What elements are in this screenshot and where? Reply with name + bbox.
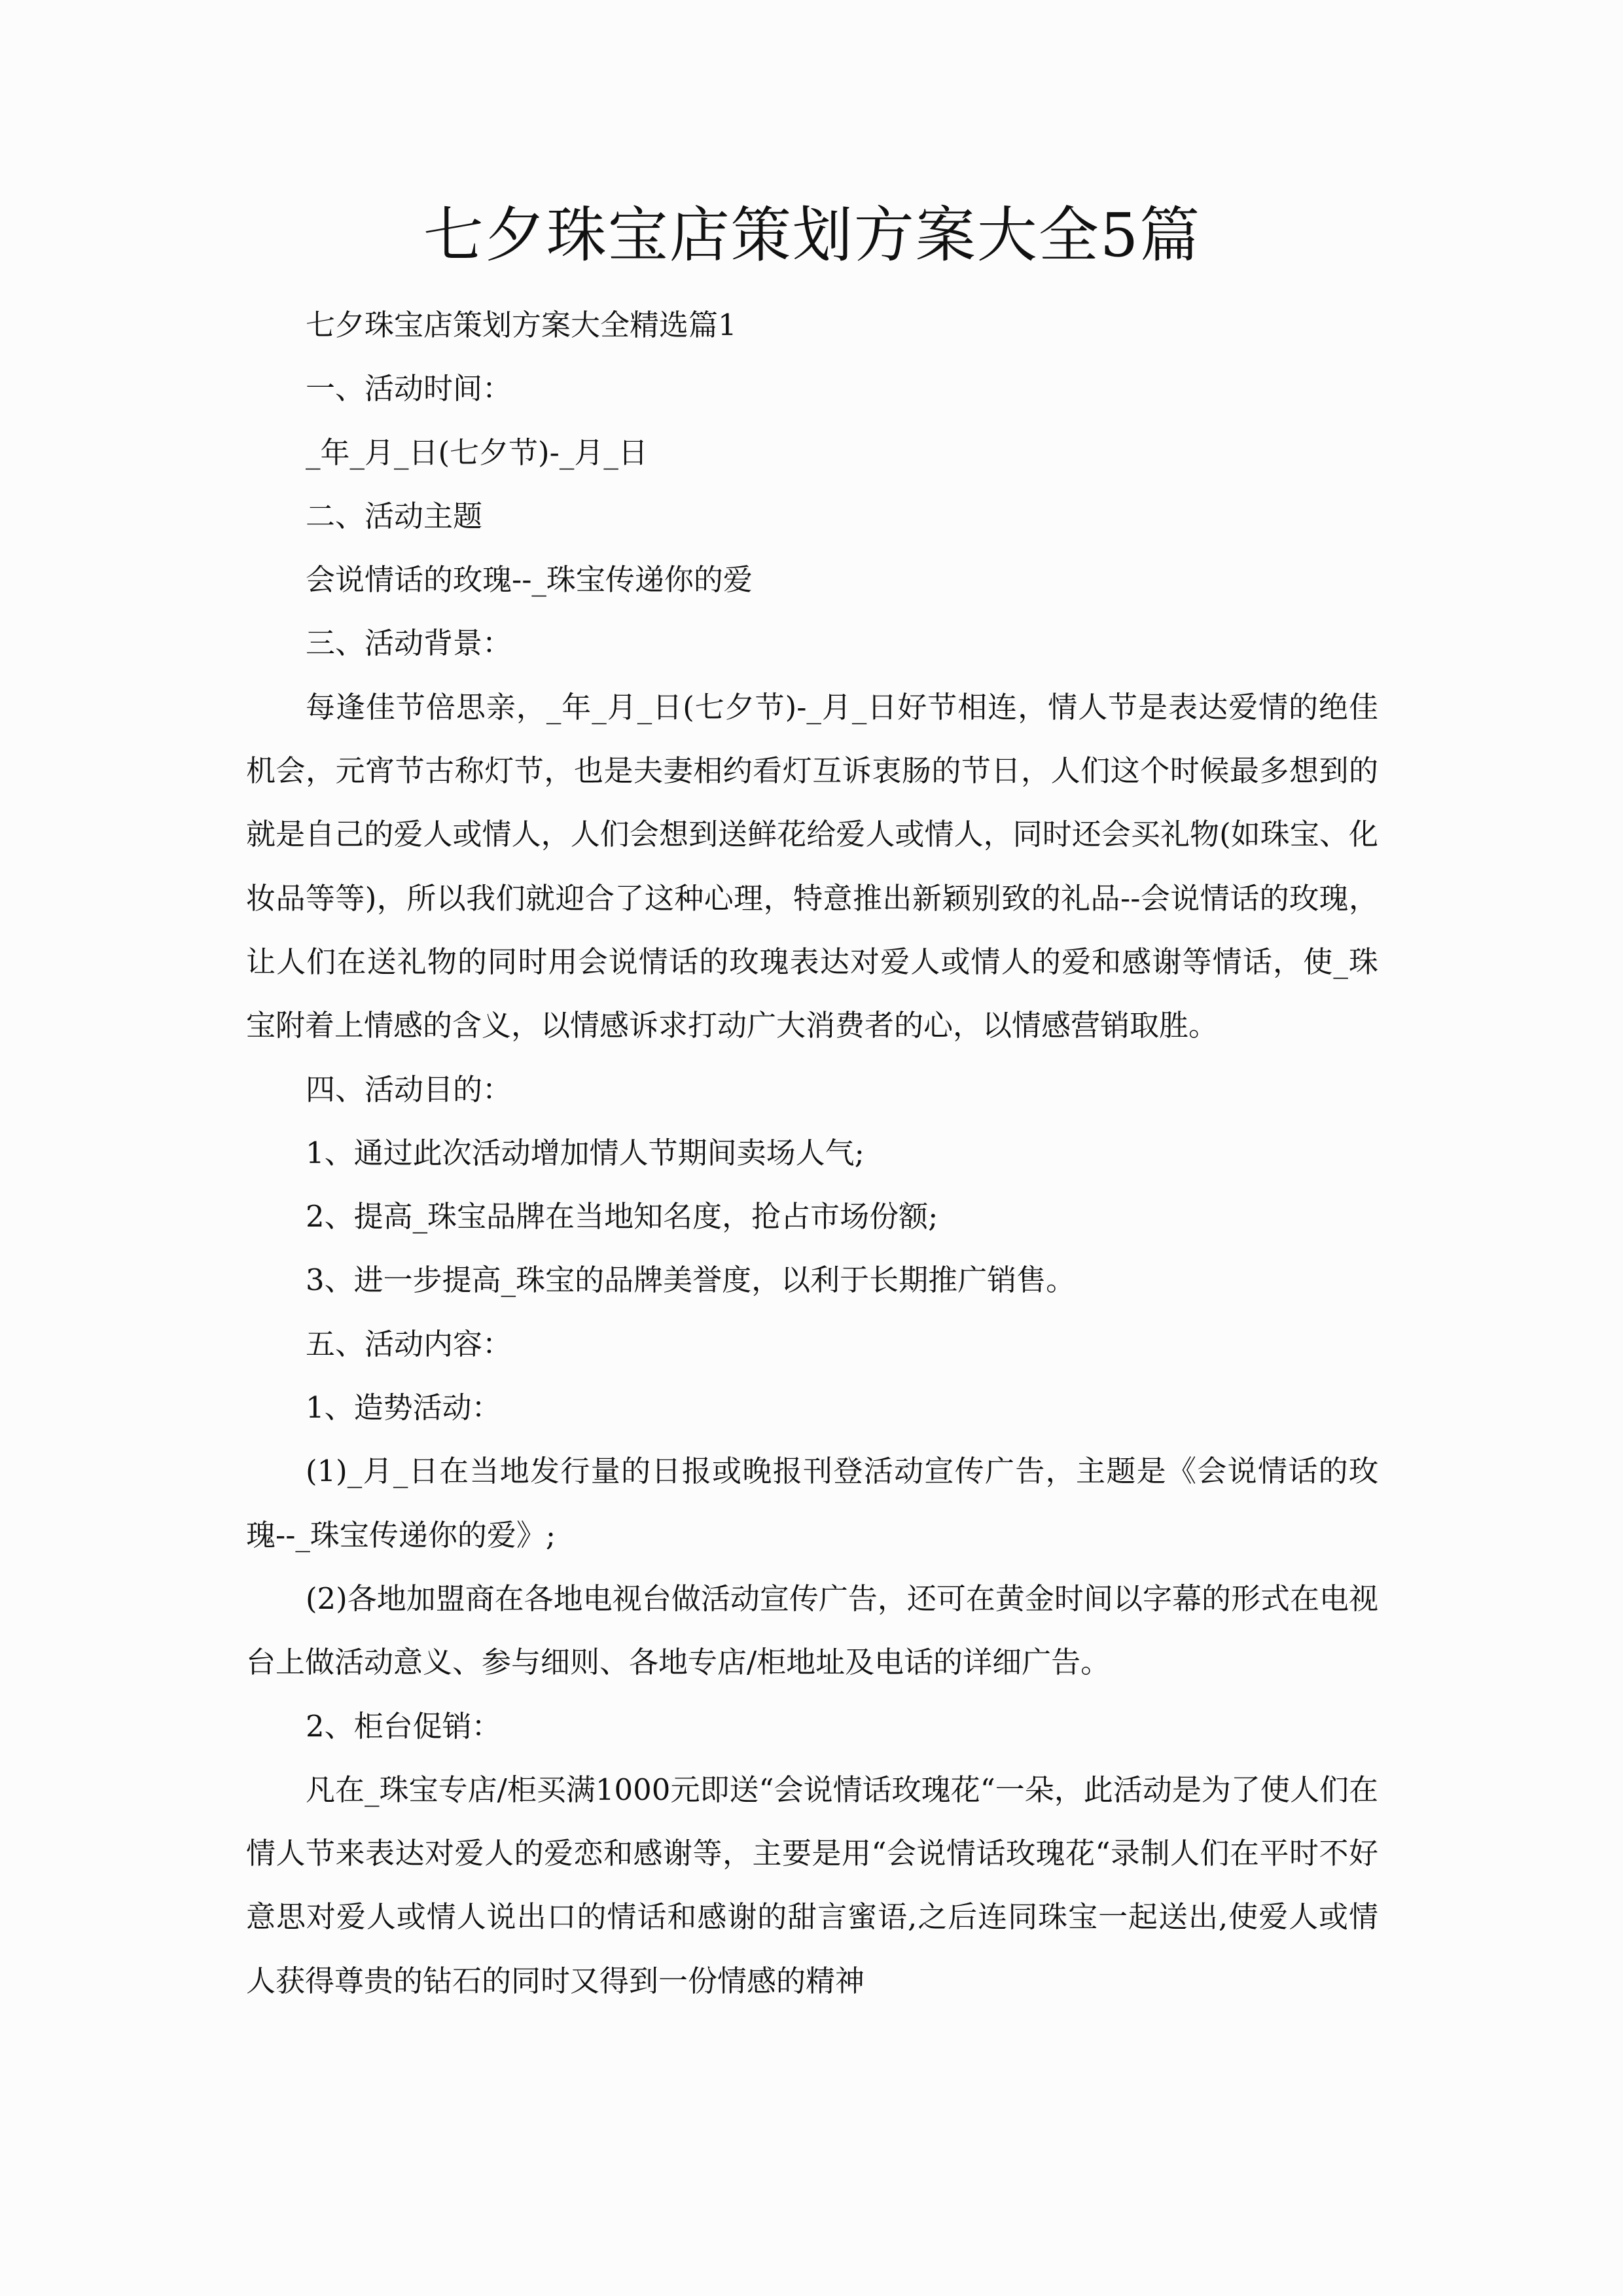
momentum-item-newspaper: (1)_月_日在当地发行量的日报或晚报刊登活动宣传广告，主题是《会说情话的玫瑰--_珠宝传递你的爱》;: [246, 1454, 1378, 1552]
section-subtitle: 七夕珠宝店策划方案大全精选篇1: [306, 308, 737, 342]
heading-activity-background: 三、活动背景：: [306, 626, 512, 661]
document-body: [246, 293, 1378, 2013]
heading-activity-content: 五、活动内容：: [306, 1326, 512, 1361]
heading-activity-theme: 二、活动主题: [306, 498, 483, 533]
purpose-list-item: 2、提高_珠宝品牌在当地知名度，抢占市场份额;: [306, 1199, 938, 1234]
activity-theme-value: 会说情话的玫瑰--_珠宝传递你的爱: [306, 562, 753, 598]
activity-time-value: _年_月_日(七夕节)-_月_日: [306, 435, 648, 470]
momentum-item-tv: (2)各地加盟商在各地电视台做活动宣传广告，还可在黄金时间以字幕的形式在电视台上做活动意义、参与细则、各地专店/柜地址及电话的详细广告。: [246, 1581, 1378, 1680]
subheading-counter-promotion: 2、柜台促销：: [306, 1708, 501, 1744]
purpose-list-item: 3、进一步提高_珠宝的品牌美誉度，以利于长期推广销售。: [306, 1263, 1076, 1298]
heading-activity-purpose: 四、活动目的：: [306, 1071, 512, 1107]
activity-background-paragraph: 每逢佳节倍思亲，_年_月_日(七夕节)-_月_日好节相连，情人节是表达爱情的绝佳机会，元宵节古称灯节，也是夫妻相约看灯互诉衷肠的节日，人们这个时候最多想到的就是自己的爱人或情人，人们会想到送鲜花给爱人或情人，同时还会买礼物(如珠宝、化妆品等等)，所以我们就迎合了这种心理，特意推出新颖别致的礼品--会说情话的玫瑰，让人们在送礼物的同时用会说情话的玫瑰表达对爱人或情人的爱和感谢等情话，使_珠宝附着上情感的含义，以情感诉求打动广大消费者的心，以情感营销取胜。: [246, 689, 1378, 1043]
heading-activity-time: 一、活动时间：: [306, 371, 512, 406]
subheading-momentum-activities: 1、造势活动：: [306, 1390, 501, 1426]
document-title: 七夕珠宝店策划方案大全5篇: [423, 200, 1202, 270]
purpose-list-item: 1、通过此次活动增加情人节期间卖场人气;: [306, 1135, 865, 1170]
counter-promotion-paragraph: 凡在_珠宝专店/柜买满1000元即送“会说情话玫瑰花“一朵，此活动是为了使人们在情人节来表达对爱人的爱恋和感谢等，主要是用“会说情话玫瑰花“录制人们在平时不好意思对爱人或情人说出口的情话和感谢的甜言蜜语,之后连同珠宝一起送出,使爱人或情人获得尊贵的钻石的同时又得到一份情感的精神: [246, 1772, 1378, 1998]
